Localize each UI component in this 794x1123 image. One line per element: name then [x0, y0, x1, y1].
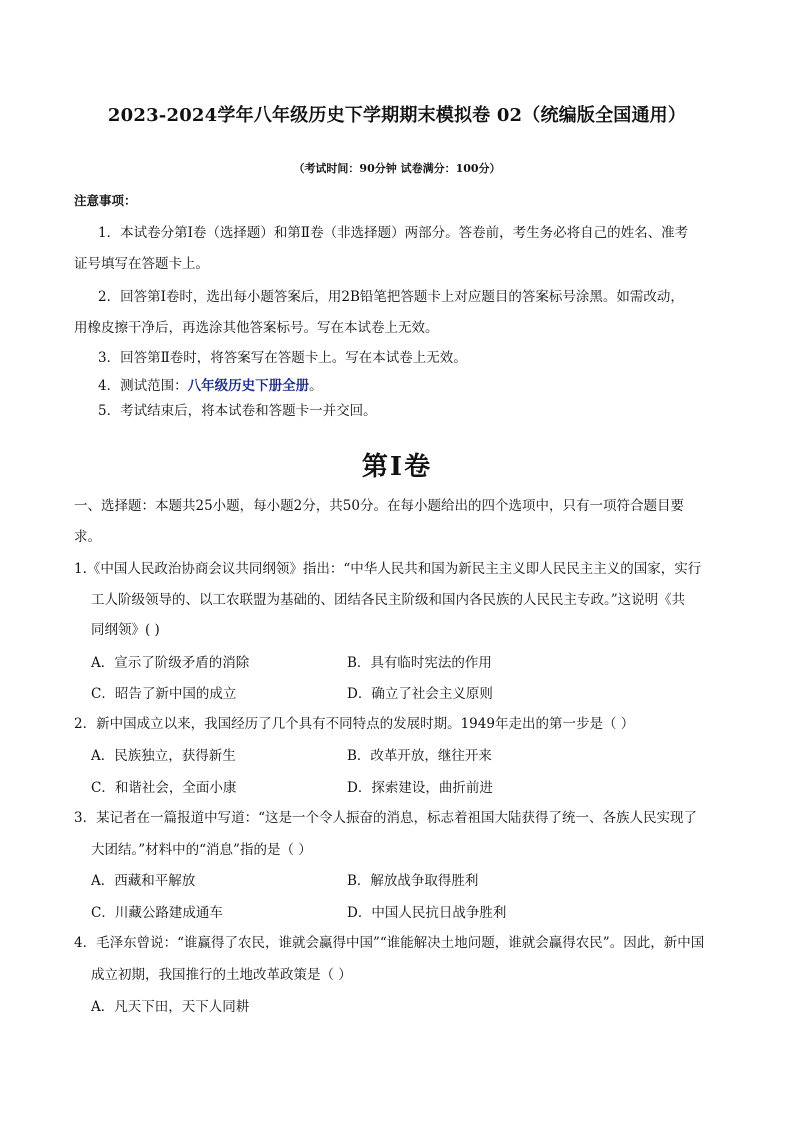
question-3-option-a: A．西藏和平解放	[91, 873, 196, 889]
section-instructions-line-1: 一、选择题：本题共25小题，每小题2分，共50分。在每小题给出的四个选项中，只有一项符合题目要	[74, 498, 684, 514]
question-1-option-c: C．昭告了新中国的成立	[91, 686, 237, 702]
section-instructions-line-2: 求。	[74, 529, 101, 545]
exam-subtitle: （考试时间：90分钟 试卷满分：100分）	[293, 162, 501, 175]
question-2-option-c: C．和谐社会，全面小康	[91, 780, 237, 796]
notice-item-5: 5．考试结束后，将本试卷和答题卡一并交回。	[98, 403, 377, 419]
question-1-option-d: D．确立了社会主义原则	[347, 686, 493, 702]
question-1-option-a: A．宣示了阶级矛盾的消除	[91, 655, 250, 671]
question-4-stem-line-1: 4．毛泽东曾说：“谁赢得了农民，谁就会赢得中国”“谁能解决土地问题，谁就会赢得农民”。因此，新中国	[74, 935, 705, 951]
notice-item-2-line-2: 用橡皮擦干净后，再选涂其他答案标号。写在本试卷上无效。	[74, 320, 439, 336]
notice-item-1-line-1: 1．本试卷分第Ⅰ卷（选择题）和第Ⅱ卷（非选择题）两部分。答卷前，考生务必将自己的姓名、准考	[98, 225, 689, 241]
notice-item-4-prefix: 4．测试范围：	[98, 378, 188, 394]
notice-item-1-line-2: 证号填写在答题卡上。	[74, 256, 209, 272]
question-3-option-b: B．解放战争取得胜利	[347, 873, 479, 889]
question-1-stem-line-2: 工人阶级领导的、以工农联盟为基础的、团结各民主阶级和国内各民族的人民民主专政。”这说明《共	[91, 592, 686, 608]
question-1-stem-line-1: 1.《中国人民政治协商会议共同纲领》指出：“中华人民共和国为新民主主义即人民民主主义的国家，实行	[74, 561, 702, 577]
question-3-stem-line-2: 大团结。”材料中的“消息”指的是（ ）	[91, 842, 312, 858]
question-2-option-b: B．改革开放，继往开来	[347, 748, 492, 764]
question-1-stem-line-3: 同纲领》( )	[91, 622, 160, 638]
question-2-option-d: D．探索建设，曲折前进	[347, 780, 493, 796]
question-4-option-a: A．凡天下田，天下人同耕	[91, 999, 250, 1015]
notice-item-4-suffix: 。	[309, 378, 323, 394]
question-3-option-d: D．中国人民抗日战争胜利	[347, 905, 507, 921]
notice-item-3: 3．回答第Ⅱ卷时，将答案写在答题卡上。写在本试卷上无效。	[98, 350, 467, 366]
notice-heading: 注意事项：	[74, 193, 137, 208]
question-3-option-c: C．川藏公路建成通车	[91, 905, 223, 921]
notice-item-2-line-1: 2．回答第Ⅰ卷时，选出每小题答案后，用2B铅笔把答题卡上对应题目的答案标号涂黑。如需改动，	[98, 289, 684, 305]
question-2-stem: 2．新中国成立以来，我国经历了几个具有不同特点的发展时期。1949年走出的第一步是（ ）	[74, 716, 635, 732]
question-3-stem-line-1: 3．某记者在一篇报道中写道：“这是一个令人振奋的消息，标志着祖国大陆获得了统一、各族人民实现了	[74, 810, 697, 826]
test-range: 八年级历史下册全册	[187, 378, 310, 394]
notice-item-4	[98, 374, 323, 394]
question-2-option-a: A．民族独立，获得新生	[91, 748, 236, 764]
question-1-option-b: B．具有临时宪法的作用	[347, 655, 492, 671]
volume-title: 第Ⅰ卷	[361, 452, 433, 482]
question-4-stem-line-2: 成立初期，我国推行的土地改革政策是（ ）	[91, 967, 352, 983]
exam-title: 2023-2024学年八年级历史下学期期末模拟卷 02（统编版全国通用）	[107, 105, 687, 126]
